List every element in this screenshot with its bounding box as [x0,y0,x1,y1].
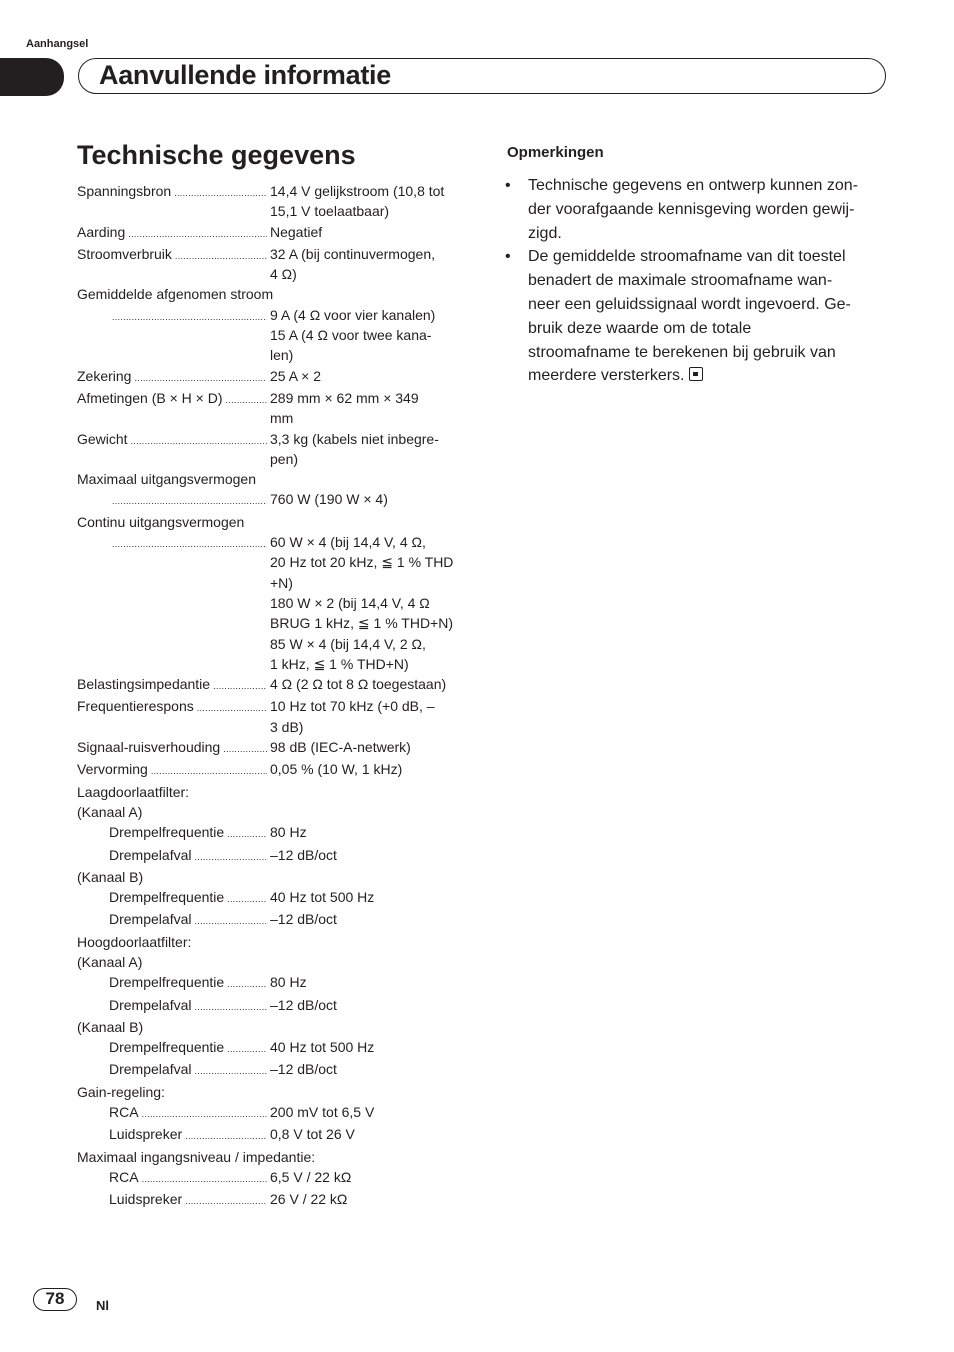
dot-leader [128,429,267,470]
spec-value: 98 dB (IEC-A-netwerk) [270,739,411,756]
spec-label-cell [77,1017,467,1037]
spec-value: –12 dB/oct [270,846,337,863]
spec-row [77,284,467,304]
spec-value: 180 W × 2 (bij 14,4 V, 4 Ω [270,594,430,611]
spec-label: Gewicht [77,430,128,447]
spec-label: Drempelafval [109,1061,192,1078]
spec-values [270,972,467,994]
spec-row [77,181,467,222]
spec-label: RCA [109,1104,139,1121]
spec-value: 40 Hz tot 500 Hz [270,1039,375,1056]
spec-row [77,952,467,972]
spec-label-cell [77,972,270,994]
spec-label-cell [77,696,270,737]
note-line [528,198,891,222]
spec-row [77,532,467,674]
spec-label-cell [77,429,270,470]
spec-label-cell [77,244,270,285]
spec-row [77,782,467,802]
spec-label: Spanningsbron [77,183,172,199]
spec-value: 26 V / 22 kΩ [270,1191,348,1208]
spec-label-cell [77,845,270,867]
dot-leader [109,532,267,674]
spec-values [270,674,467,696]
spec-values [270,696,467,737]
spec-row [77,222,467,244]
spec-value: 289 mm × 62 mm × 349 [270,389,419,406]
page-number-badge [33,1288,77,1311]
note-text: bruik deze waarde om de totale [528,319,752,337]
spec-value: BRUG 1 kHz, ≦ 1 % THD+N) [270,615,454,632]
note-line [528,293,891,317]
spec-label-cell [77,489,270,511]
note-text: stroomafname te berekenen bij gebruik van [528,343,836,361]
notes-list [505,174,891,388]
spec-list [77,181,467,1212]
spec-row [77,244,467,285]
note-line [528,174,891,198]
spec-value: 60 W × 4 (bij 14,4 V, 4 Ω, [270,534,426,551]
spec-value: 6,5 V / 22 kΩ [270,1168,352,1185]
spec-row [77,1102,467,1124]
spec-label: Maximaal ingangsniveau / impedantie: [77,1148,316,1165]
dot-leader [109,489,267,511]
spec-values [270,1059,467,1081]
spec-value: 80 Hz [270,824,307,841]
spec-row [77,366,467,388]
spec-value: 80 Hz [270,974,307,991]
spec-label: Gemiddelde afgenomen stroom [77,286,274,303]
spec-value: 15 A (4 Ω voor twee kana- [270,327,432,344]
notes-heading: Opmerkingen [507,144,604,161]
spec-values [270,909,467,931]
spec-label-cell [77,887,270,909]
spec-label: Drempelafval [109,911,192,928]
dot-leader [148,759,267,781]
spec-row [77,1082,467,1102]
spec-values [270,429,467,470]
dot-leader [109,305,267,366]
spec-values [270,388,467,429]
spec-label-cell [77,1147,467,1167]
spec-label: Luidspreker [109,1126,183,1143]
spec-label: Drempelfrequentie [109,1039,225,1056]
dot-leader [191,995,267,1017]
spec-value: Negatief [270,223,323,240]
bullet-icon: • [505,248,511,266]
spec-label-cell [77,674,270,696]
spec-label: (Kanaal B) [77,1018,144,1035]
spec-values [270,887,467,909]
spec-row [77,388,467,429]
bullet-icon: • [505,177,511,194]
dot-leader [224,887,267,909]
dot-leader [131,366,267,388]
spec-row [77,429,467,470]
spec-label-cell [77,366,270,388]
note-item [505,245,891,388]
spec-label-cell [77,388,270,429]
spec-values [270,1124,467,1146]
note-text: Technische gegevens en ontwerp kunnen zon- [528,177,858,194]
spec-value: 10 Hz tot 70 kHz (+0 dB, – [270,698,435,715]
spec-value: 14,4 V gelijkstroom (10,8 tot [270,183,445,199]
spec-label-cell [77,782,467,802]
spec-value: 40 Hz tot 500 Hz [270,889,375,906]
spec-label-cell [77,532,270,674]
note-line [528,245,891,269]
spec-row [77,1017,467,1037]
spec-values [270,222,467,244]
spec-label: Hoogdoorlaatfilter: [77,933,192,950]
note-line [528,317,891,341]
spec-value: 1 kHz, ≦ 1 % THD+N) [270,655,409,672]
spec-label-cell [77,1189,270,1211]
note-item [505,174,891,245]
spec-values [270,181,467,222]
spec-values [270,822,467,844]
dot-leader [139,1102,267,1124]
spec-value: 0,8 V tot 26 V [270,1126,355,1143]
spec-label: Signaal-ruisverhouding [77,739,221,756]
spec-row [77,995,467,1017]
spec-label-cell [77,181,270,222]
note-text: neer een geluidssignaal wordt ingevoerd. Ge- [528,295,851,313]
note-line [528,269,891,293]
spec-row [77,737,467,759]
spec-values [270,244,467,285]
spec-label: Drempelafval [109,996,192,1013]
spec-label: Stroomverbruik [77,245,172,262]
spec-value: 0,05 % (10 W, 1 kHz) [270,761,403,778]
spec-value: 760 W (190 W × 4) [270,491,388,508]
spec-value: 4 Ω (2 Ω tot 8 Ω toegestaan) [270,676,447,693]
dot-leader [191,845,267,867]
spec-value: len) [270,347,294,364]
spec-value: mm [270,410,294,427]
note-line [528,341,891,365]
spec-label-cell [77,284,467,304]
spec-row [77,305,467,366]
spec-values [270,737,467,759]
note-text: zigd. [528,224,562,242]
spec-label-cell [77,995,270,1017]
spec-row [77,674,467,696]
note-line [528,364,891,388]
spec-label-cell [77,932,467,952]
spec-label: Luidspreker [109,1191,183,1208]
spec-values [270,1037,467,1059]
spec-values [270,489,467,511]
dot-leader [191,909,267,931]
spec-values [270,759,467,781]
chapter-tab-marker [0,58,64,96]
spec-row [77,1037,467,1059]
spec-row [77,972,467,994]
dot-leader [220,737,267,759]
spec-label: Drempelfrequentie [109,974,225,991]
spec-value: 200 mV tot 6,5 V [270,1104,375,1121]
chapter-title: Aanvullende informatie [99,60,391,90]
dot-leader [139,1167,267,1189]
spec-row [77,1147,467,1167]
dot-leader [224,822,267,844]
spec-value: pen) [270,450,299,467]
spec-value: 20 Hz tot 20 kHz, ≦ 1 % THD [270,554,454,571]
spec-label: Gain-regeling: [77,1083,165,1100]
spec-label: Drempelfrequentie [109,824,225,841]
spec-label-cell [77,737,270,759]
dot-leader [224,1037,267,1059]
spec-label-cell [77,1037,270,1059]
spec-label-cell [77,952,467,972]
spec-label: Belastingsimpedantie [77,676,211,693]
dot-leader [223,388,267,429]
spec-values [270,1167,467,1189]
spec-row [77,1059,467,1081]
spec-row [77,512,467,532]
spec-label: (Kanaal A) [77,953,143,970]
end-of-section-icon [689,367,703,381]
page-number: 78 [45,1289,65,1308]
dot-leader [171,181,267,222]
spec-label-cell [77,469,467,489]
spec-label-cell [77,512,467,532]
spec-row [77,489,467,511]
note-text: meerdere versterkers. [528,367,685,385]
spec-label-cell [77,222,270,244]
page-title: Technische gegevens [77,140,356,170]
spec-label-cell [77,1102,270,1124]
spec-value: –12 dB/oct [270,996,337,1013]
spec-values [270,1189,467,1211]
spec-row [77,1189,467,1211]
dot-leader [191,1059,267,1081]
spec-row [77,822,467,844]
spec-value: 25 A × 2 [270,367,321,384]
spec-value: 85 W × 4 (bij 14,4 V, 2 Ω, [270,635,426,652]
dot-leader [125,222,267,244]
spec-label-cell [77,1059,270,1081]
spec-row [77,845,467,867]
note-text: benadert de maximale stroomafname wan- [528,272,833,290]
dot-leader [182,1189,267,1211]
spec-label: Zekering [77,367,132,384]
spec-row [77,1167,467,1189]
spec-value: –12 dB/oct [270,1061,337,1078]
spec-label: Drempelfrequentie [109,889,225,906]
spec-label: Frequentierespons [77,698,194,715]
spec-label-cell [77,867,467,887]
dot-leader [182,1124,267,1146]
note-text: De gemiddelde stroomafname van dit toestel [528,248,846,266]
spec-values [270,305,467,366]
spec-row [77,802,467,822]
spec-label-cell [77,1124,270,1146]
spec-row [77,469,467,489]
language-code: Nl [96,1298,109,1313]
spec-label: Vervorming [77,761,148,778]
spec-value: –12 dB/oct [270,911,337,928]
spec-value: 15,1 V toelaatbaar) [270,203,390,220]
spec-row [77,696,467,737]
note-text: der voorafgaande kennisgeving worden gewij- [528,200,855,218]
spec-row [77,867,467,887]
spec-label-cell [77,802,467,822]
spec-label: Drempelafval [109,846,192,863]
spec-value: 32 A (bij continuvermogen, [270,245,435,262]
spec-label-cell [77,1167,270,1189]
spec-value: 3,3 kg (kabels niet inbegre- [270,430,439,447]
spec-label-cell [77,909,270,931]
spec-label-cell [77,1082,467,1102]
spec-label: (Kanaal B) [77,868,144,885]
spec-value: 4 Ω) [270,266,297,283]
dot-leader [224,972,267,994]
spec-row [77,887,467,909]
spec-values [270,532,467,674]
section-label: Aanhangsel [26,38,89,50]
spec-label: RCA [109,1168,139,1185]
spec-value: +N) [270,574,293,591]
dot-leader [210,674,267,696]
spec-value: 9 A (4 Ω voor vier kanalen) [270,306,436,323]
spec-label: (Kanaal A) [77,803,143,820]
spec-row [77,1124,467,1146]
spec-label: Continu uitgangsvermogen [77,513,245,530]
spec-row [77,759,467,781]
spec-label: Maximaal uitgangsvermogen [77,471,256,488]
spec-values [270,845,467,867]
spec-label-cell [77,759,270,781]
dot-leader [172,244,267,285]
chapter-title-box [78,58,886,94]
spec-row [77,932,467,952]
spec-label: Aarding [77,223,126,240]
spec-value: 3 dB) [270,718,304,735]
spec-label-cell [77,822,270,844]
spec-label: Laagdoorlaatfilter: [77,783,190,800]
spec-values [270,366,467,388]
spec-label-cell [77,305,270,366]
note-line [528,222,891,246]
spec-label: Afmetingen (B × H × D) [77,389,223,406]
dot-leader [194,696,267,737]
spec-row [77,909,467,931]
spec-values [270,995,467,1017]
spec-values [270,1102,467,1124]
